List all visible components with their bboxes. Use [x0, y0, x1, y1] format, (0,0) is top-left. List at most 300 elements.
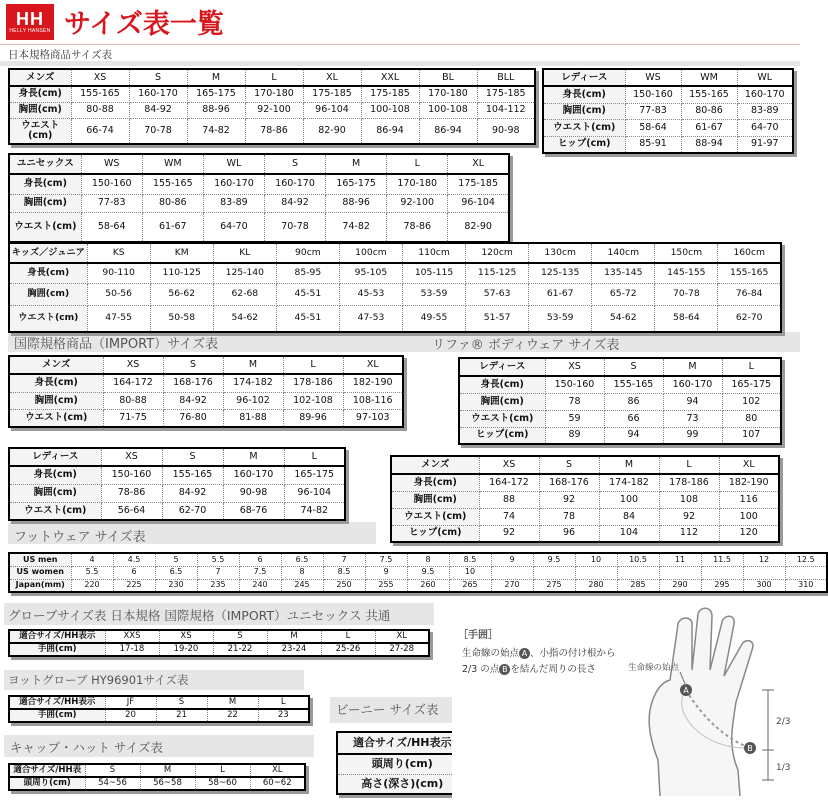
value-cell: 50-56 [87, 283, 150, 305]
value-cell: 78-86 [101, 484, 162, 502]
value-cell: 56-64 [101, 502, 162, 520]
value-cell: 182-190 [343, 374, 403, 392]
row-label-cell: 身長(cm) [543, 86, 625, 103]
brand-logo [6, 4, 54, 40]
header-row [459, 358, 781, 376]
value-cell: 155-165 [162, 466, 223, 484]
value-cell [743, 566, 785, 579]
value-cell: 260 [407, 579, 449, 592]
size-header-cell: XL [375, 630, 429, 643]
size-header-cell: KM [150, 243, 213, 263]
value-cell: 178-186 [659, 474, 719, 491]
value-cell: 104 [599, 525, 659, 542]
value-cell: 164-172 [479, 474, 539, 491]
value-cell: 66 [604, 410, 663, 427]
value-cell: 170-180 [387, 174, 448, 194]
value-cell: 160-170 [737, 86, 793, 103]
value-cell: 78-86 [245, 118, 303, 144]
row-label-cell: 胸囲(cm) [9, 283, 87, 305]
value-cell: 182-190 [719, 474, 779, 491]
value-cell: 170-180 [245, 86, 303, 102]
value-cell: 175-185 [477, 86, 535, 102]
row-label-cell: 身長(cm) [9, 374, 103, 392]
value-cell: 84-92 [163, 392, 223, 409]
size-header-cell: XL [448, 154, 509, 174]
size-header-cell: 150cm [655, 243, 718, 263]
value-cell: 70-78 [264, 212, 325, 242]
value-cell: 96-104 [448, 194, 509, 212]
value-cell: 64-70 [737, 119, 793, 136]
table-row [9, 374, 403, 392]
value-cell: 92 [479, 525, 539, 542]
divider-bar [0, 61, 800, 66]
header-label-cell: ユニセックス [9, 154, 81, 174]
value-cell: 76-84 [718, 283, 781, 305]
table-row [9, 194, 509, 212]
value-cell: 135-145 [592, 263, 655, 283]
value-cell: 57-63 [466, 283, 529, 305]
size-header-cell: M [223, 448, 284, 466]
header-label-cell: レディース [9, 448, 101, 466]
value-cell: 175-185 [303, 86, 361, 102]
value-cell: 280 [575, 579, 617, 592]
header-row [9, 696, 309, 709]
row-label-cell: ウエスト(cm) [459, 410, 545, 427]
table-glove [8, 629, 430, 657]
value-cell: 155-165 [71, 86, 129, 102]
size-header-cell: L [321, 630, 375, 643]
row-label-cell: US women [9, 566, 71, 579]
size-header-cell: WM [681, 69, 737, 86]
header-label-cell: 適合サイズ/HH表示 [337, 732, 467, 754]
value-cell: 82-90 [303, 118, 361, 144]
table-jp-kids [8, 242, 782, 333]
value-cell: 155-165 [718, 263, 781, 283]
size-header-cell: S [85, 764, 140, 777]
table-row [459, 427, 781, 444]
table-row [9, 86, 535, 102]
header-row [9, 356, 403, 374]
table-row [9, 263, 781, 283]
value-cell: 6.5 [155, 566, 197, 579]
value-cell: 6 [113, 566, 155, 579]
value-cell: 23 [258, 709, 309, 722]
value-cell: 4 [71, 553, 113, 566]
value-cell: 62-68 [213, 283, 276, 305]
value-cell: 92-100 [387, 194, 448, 212]
size-header-cell: L [195, 764, 250, 777]
value-cell: 22 [207, 709, 258, 722]
table-row [9, 305, 781, 332]
size-header-cell: BL [419, 69, 477, 86]
size-header-cell: M [207, 696, 258, 709]
hand-note-part2: 、小指の付け根から 2/3 の点 [462, 648, 616, 675]
size-header-cell: M [326, 154, 387, 174]
value-cell: 165-175 [722, 376, 781, 393]
hand-note-label: ［手囲］ [458, 630, 498, 641]
table-jp-ladies [542, 68, 794, 154]
value-cell: 86-94 [419, 118, 477, 144]
size-header-cell: S [163, 356, 223, 374]
header-label-cell: メンズ [9, 356, 103, 374]
size-header-cell: WM [142, 154, 203, 174]
table-row [9, 709, 309, 722]
value-cell [617, 566, 659, 579]
value-cell: 45-51 [276, 305, 339, 332]
size-header-cell: M [140, 764, 195, 777]
value-cell: 68-76 [223, 502, 284, 520]
value-cell: 60~62 [250, 777, 305, 790]
section-title-cap: キャップ・ハット サイズ表 [10, 740, 163, 755]
value-cell: 45-51 [276, 283, 339, 305]
table-import-mens [8, 355, 404, 428]
table-row [9, 174, 509, 194]
value-cell: 65-72 [592, 283, 655, 305]
row-label-cell: ヒップ(cm) [391, 525, 479, 542]
value-cell: 85-95 [276, 263, 339, 283]
value-cell: 270 [491, 579, 533, 592]
value-cell: 108 [659, 491, 719, 508]
header-row [9, 448, 345, 466]
value-cell: 165-175 [284, 466, 345, 484]
value-cell: 50-58 [150, 305, 213, 332]
table-jp-unisex [8, 153, 510, 243]
table-row [9, 484, 345, 502]
value-cell: 9.5 [533, 553, 575, 566]
value-cell: 240 [239, 579, 281, 592]
value-cell: 4.5 [113, 553, 155, 566]
value-cell: 174-182 [599, 474, 659, 491]
value-cell: 82-90 [448, 212, 509, 242]
table-lifa-mens [390, 455, 780, 543]
section-title-glove: グローブサイズ表 日本規格 国際規格（IMPORT）ユニセックス 共通 [8, 608, 391, 623]
value-cell: 174-182 [223, 374, 283, 392]
value-cell: 235 [197, 579, 239, 592]
value-cell: 97-103 [343, 409, 403, 427]
value-cell: 88-96 [326, 194, 387, 212]
size-header-cell: XL [719, 456, 779, 474]
value-cell: 250 [323, 579, 365, 592]
value-cell: 7 [197, 566, 239, 579]
row-label-cell: 胸囲(cm) [9, 102, 71, 118]
row-label-cell: ウエスト(cm) [9, 305, 87, 332]
row-label-cell: 胸囲(cm) [543, 103, 625, 119]
section-title-import: 国際規格商品（IMPORT）サイズ表 [14, 337, 219, 352]
value-cell: 27-28 [375, 643, 429, 656]
value-cell: 265 [449, 579, 491, 592]
size-header-cell: BLL [477, 69, 535, 86]
value-cell: 92 [539, 491, 599, 508]
value-cell [785, 566, 827, 579]
row-label-cell: ウエスト(cm) [9, 502, 101, 520]
table-row [9, 212, 509, 242]
value-cell: 92 [659, 508, 719, 525]
value-cell [659, 566, 701, 579]
size-header-cell: XS [479, 456, 539, 474]
section-title-lifa: リファ® ボディウェア サイズ表 [432, 338, 620, 353]
table-row [543, 86, 793, 103]
size-header-cell: WS [625, 69, 681, 86]
size-header-cell: 90cm [276, 243, 339, 263]
size-header-cell: XL [343, 356, 403, 374]
size-header-cell: XXL [361, 69, 419, 86]
arrow-label: 生命線の始点 [628, 663, 680, 673]
value-cell: 58-64 [655, 305, 718, 332]
size-header-cell: WS [81, 154, 142, 174]
table-row [391, 525, 779, 542]
value-cell: 12.5 [785, 553, 827, 566]
section-title-jp: 日本規格商品サイズ表 [8, 49, 113, 61]
marker-b-label: B [747, 744, 753, 753]
value-cell: 150-160 [81, 174, 142, 194]
value-cell: 94 [663, 393, 722, 410]
value-cell: 53-59 [529, 305, 592, 332]
size-header-cell: XL [303, 69, 361, 86]
value-cell: 150-160 [625, 86, 681, 103]
size-header-cell: WL [203, 154, 264, 174]
value-cell: 295 [701, 579, 743, 592]
size-header-cell: L [258, 696, 309, 709]
table-row [9, 102, 535, 118]
header-row [543, 69, 793, 86]
size-header-cell: S [213, 630, 267, 643]
value-cell: 88-96 [187, 102, 245, 118]
table-row [459, 376, 781, 393]
value-cell [575, 566, 617, 579]
row-label-cell: 胸囲(cm) [9, 484, 101, 502]
value-cell: 77-83 [625, 103, 681, 119]
header-label-cell: キッズ／ジュニア [9, 243, 87, 263]
size-header-cell: 100cm [339, 243, 402, 263]
value-cell: 84 [599, 508, 659, 525]
value-cell: 310 [785, 579, 827, 592]
row-label-cell: 高さ(深さ)(cm) [337, 774, 467, 794]
value-cell: 85-91 [625, 136, 681, 153]
row-label-cell: ヒップ(cm) [543, 136, 625, 153]
marker-a-label: A [683, 686, 689, 695]
value-cell: 25-26 [321, 643, 375, 656]
row-label-cell: ウエスト(cm) [9, 212, 81, 242]
size-header-cell: M [599, 456, 659, 474]
value-cell: 78-86 [387, 212, 448, 242]
size-header-cell: XS [545, 358, 604, 376]
value-cell: 290 [659, 579, 701, 592]
value-cell: 8 [281, 566, 323, 579]
value-cell: 47-55 [87, 305, 150, 332]
value-cell: 8.5 [449, 553, 491, 566]
value-cell: 61-67 [142, 212, 203, 242]
value-cell: 168-176 [539, 474, 599, 491]
value-cell: 74-82 [284, 502, 345, 520]
value-cell: 74-82 [326, 212, 387, 242]
size-header-cell: WL [737, 69, 793, 86]
header-row [391, 456, 779, 474]
value-cell: 80-86 [681, 103, 737, 119]
table-row [391, 491, 779, 508]
value-cell [701, 566, 743, 579]
value-cell: 9 [365, 566, 407, 579]
row-label-cell: 身長(cm) [9, 174, 81, 194]
value-cell: 104-112 [477, 102, 535, 118]
table-row [543, 119, 793, 136]
value-cell: 83-89 [737, 103, 793, 119]
marker-a-icon: A [519, 648, 530, 659]
value-cell: 56~58 [140, 777, 195, 790]
value-cell: 5.5 [197, 553, 239, 566]
value-cell: 165-175 [326, 174, 387, 194]
value-cell: 71-75 [103, 409, 163, 427]
size-header-cell: S [604, 358, 663, 376]
size-header-cell: L [659, 456, 719, 474]
size-header-cell: XL [250, 764, 305, 777]
row-label-cell: 胸囲(cm) [391, 491, 479, 508]
value-cell: 100-108 [361, 102, 419, 118]
value-cell: 88-94 [681, 136, 737, 153]
value-cell: 12 [743, 553, 785, 566]
table-row [9, 502, 345, 520]
size-header-cell: S [156, 696, 207, 709]
value-cell: 51-57 [466, 305, 529, 332]
header-row [9, 764, 305, 777]
value-cell: 155-165 [604, 376, 663, 393]
value-cell: 95-105 [339, 263, 402, 283]
table-jp-mens [8, 68, 536, 145]
value-cell: 74 [479, 508, 539, 525]
table-footwear [8, 552, 828, 593]
value-cell: 230 [155, 579, 197, 592]
value-cell: 160-170 [223, 466, 284, 484]
size-header-cell: L [245, 69, 303, 86]
size-header-cell: S [129, 69, 187, 86]
row-label-cell: 胸囲(cm) [9, 392, 103, 409]
table-row [9, 466, 345, 484]
value-cell: 160-170 [129, 86, 187, 102]
table-row [459, 410, 781, 427]
row-label-cell: 身長(cm) [459, 376, 545, 393]
title-rule [0, 44, 800, 45]
size-header-cell: XS [103, 356, 163, 374]
value-cell: 54-62 [592, 305, 655, 332]
hand-note-part3: を結んだ周りの長さ [510, 664, 596, 675]
brand-name: HELLY HANSEN [9, 27, 51, 34]
table-row [9, 118, 535, 144]
table-row [391, 508, 779, 525]
row-label-cell: 手囲(cm) [9, 643, 105, 656]
value-cell: 92-100 [245, 102, 303, 118]
value-cell: 73 [663, 410, 722, 427]
size-header-cell: XS [159, 630, 213, 643]
value-cell: 160-170 [663, 376, 722, 393]
table-cap [8, 763, 306, 791]
value-cell: 56-62 [150, 283, 213, 305]
row-label-cell: 胸囲(cm) [9, 194, 81, 212]
value-cell: 23-24 [267, 643, 321, 656]
value-cell: 178-186 [283, 374, 343, 392]
value-cell: 21 [156, 709, 207, 722]
value-cell: 8.5 [323, 566, 365, 579]
value-cell: 78 [545, 393, 604, 410]
value-cell: 86 [604, 393, 663, 410]
header-label-cell: 適合サイズ/HH表示 [9, 696, 105, 709]
header-label-cell: メンズ [391, 456, 479, 474]
value-cell: 245 [281, 579, 323, 592]
value-cell: 90-98 [223, 484, 284, 502]
value-cell: 255 [365, 579, 407, 592]
value-cell: 89-96 [283, 409, 343, 427]
value-cell: 5.5 [71, 566, 113, 579]
hand-illustration-icon [600, 610, 798, 798]
value-cell: 80 [722, 410, 781, 427]
size-header-cell: 110cm [402, 243, 465, 263]
hand-note-part1: 生命線の始点 [462, 648, 520, 659]
value-cell: 70-78 [655, 283, 718, 305]
table-row [543, 103, 793, 119]
value-cell: 58-64 [81, 212, 142, 242]
value-cell: 160-170 [264, 174, 325, 194]
size-header-cell: S [264, 154, 325, 174]
value-cell: 96-102 [223, 392, 283, 409]
value-cell: 17-18 [105, 643, 159, 656]
value-cell: 145-155 [655, 263, 718, 283]
value-cell: 96 [539, 525, 599, 542]
value-cell: 102 [722, 393, 781, 410]
value-cell: 125-140 [213, 263, 276, 283]
row-label-cell: 頭周り(cm) [9, 777, 85, 790]
size-header-cell: XS [71, 69, 129, 86]
value-cell: 84-92 [162, 484, 223, 502]
size-header-cell: M [187, 69, 245, 86]
table-row [9, 553, 827, 566]
value-cell: 155-165 [142, 174, 203, 194]
value-cell: 59 [545, 410, 604, 427]
value-cell: 94 [604, 427, 663, 444]
value-cell: 61-67 [529, 283, 592, 305]
size-header-cell: KS [87, 243, 150, 263]
header-label-cell: メンズ [9, 69, 71, 86]
value-cell: 77-83 [81, 194, 142, 212]
table-import-ladies [8, 447, 346, 521]
value-cell: 10.5 [617, 553, 659, 566]
value-cell: 165-175 [187, 86, 245, 102]
size-header-cell: S [539, 456, 599, 474]
table-row [9, 643, 429, 656]
value-cell: 150-160 [545, 376, 604, 393]
value-cell: 61-67 [681, 119, 737, 136]
value-cell: 54-62 [213, 305, 276, 332]
size-header-cell: L [722, 358, 781, 376]
table-yacht-glove [8, 695, 310, 723]
value-cell: 220 [71, 579, 113, 592]
value-cell: 10 [575, 553, 617, 566]
value-cell: 62-70 [162, 502, 223, 520]
value-cell: 90-110 [87, 263, 150, 283]
table-row [9, 392, 403, 409]
size-header-cell: M [663, 358, 722, 376]
ratio-bottom-label: 1/3 [776, 763, 791, 773]
value-cell: 7.5 [365, 553, 407, 566]
value-cell: 19-20 [159, 643, 213, 656]
value-cell: 175-185 [448, 174, 509, 194]
size-header-cell: L [283, 356, 343, 374]
table-row [391, 474, 779, 491]
value-cell: 70-78 [129, 118, 187, 144]
value-cell: 5 [155, 553, 197, 566]
value-cell: 170-180 [419, 86, 477, 102]
value-cell: 275 [533, 579, 575, 592]
size-header-cell: XXS [105, 630, 159, 643]
ratio-top-label: 2/3 [776, 717, 791, 727]
value-cell: 175-185 [361, 86, 419, 102]
